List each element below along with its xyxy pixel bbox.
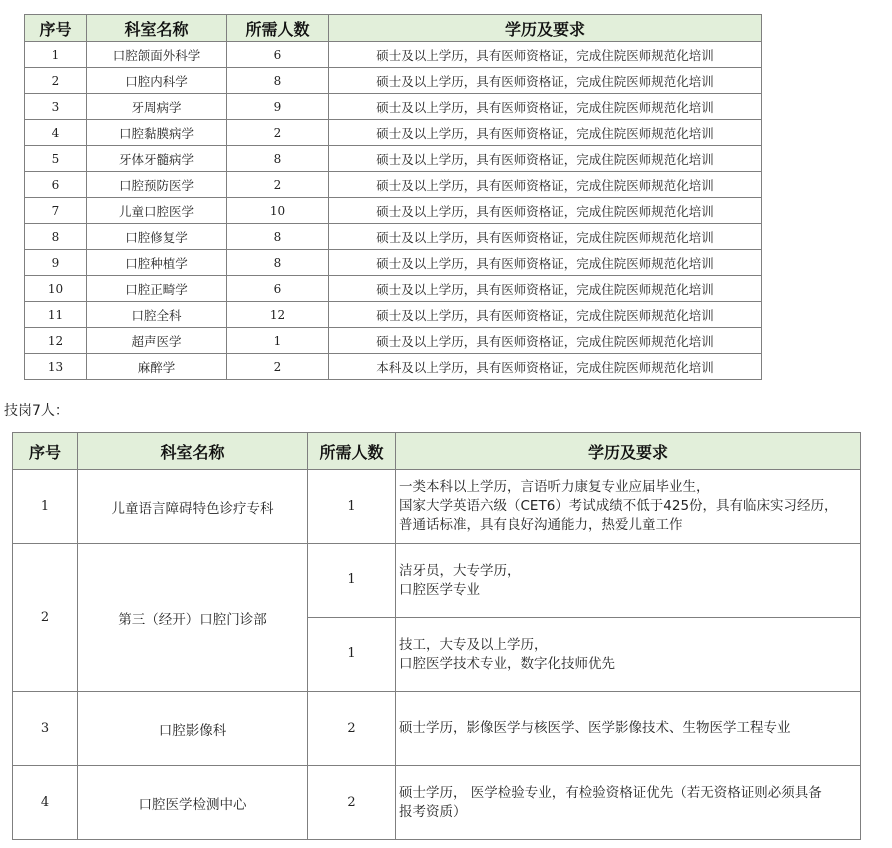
cell-requirements — [396, 766, 861, 840]
cell-count: 2 — [227, 172, 329, 198]
cell-no: 2 — [25, 68, 87, 94]
cell-no: 4 — [25, 120, 87, 146]
cell-requirements: 硕士及以上学历，具有医师资格证，完成住院医师规范化培训 — [329, 42, 762, 68]
cell-count: 2 — [308, 766, 396, 840]
req-line: 普通话标准，具有良好沟通能力，热爱儿童工作 — [399, 517, 683, 533]
cell-dept: 口腔正畸学 — [87, 276, 227, 302]
table-row — [25, 172, 762, 198]
cell-no: 10 — [25, 276, 87, 302]
cell-requirements — [396, 692, 861, 766]
req-line: 口腔医学技术专业，数字化技师优先 — [399, 655, 615, 672]
cell-count: 8 — [227, 146, 329, 172]
cell-dept: 口腔种植学 — [87, 250, 227, 276]
cell-count: 1 — [308, 544, 396, 618]
header-dept: 科室名称 — [78, 433, 308, 470]
cell-no: 2 — [13, 544, 78, 692]
cell-dept: 牙体牙髓病学 — [87, 146, 227, 172]
cell-dept: 口腔黏膜病学 — [87, 120, 227, 146]
cell-requirements: 本科及以上学历，具有医师资格证，完成住院医师规范化培训 — [329, 354, 762, 380]
section-label-tech-positions: 技岗7人： — [4, 403, 69, 419]
cell-count: 6 — [227, 42, 329, 68]
cell-dept: 口腔预防医学 — [87, 172, 227, 198]
cell-requirements: 硕士及以上学历，具有医师资格证，完成住院医师规范化培训 — [329, 120, 762, 146]
table-positions-physicians — [24, 14, 762, 380]
header-requirements: 学历及要求 — [396, 433, 861, 470]
cell-requirements: 硕士及以上学历，具有医师资格证，完成住院医师规范化培训 — [329, 302, 762, 328]
cell-no: 9 — [25, 250, 87, 276]
header-dept: 科室名称 — [87, 15, 227, 42]
cell-dept: 口腔内科学 — [87, 68, 227, 94]
table-positions-technical — [12, 432, 861, 840]
req-line: 报考资质） — [399, 803, 467, 820]
req-line: 洁牙员，大专学历， — [399, 562, 521, 579]
cell-count: 6 — [227, 276, 329, 302]
table-row — [25, 198, 762, 224]
cell-no: 11 — [25, 302, 87, 328]
cell-no: 3 — [13, 692, 78, 766]
cell-requirements — [396, 544, 861, 618]
cell-dept: 口腔医学检测中心 — [78, 766, 308, 840]
cell-requirements — [396, 470, 861, 544]
header-no: 序号 — [13, 433, 78, 470]
cell-count: 8 — [227, 224, 329, 250]
header-no: 序号 — [25, 15, 87, 42]
cell-count: 12 — [227, 302, 329, 328]
table-row — [13, 470, 861, 544]
cell-dept: 儿童口腔医学 — [87, 198, 227, 224]
table-header-row — [25, 15, 762, 42]
req-line: 一类本科以上学历，言语听力康复专业应届毕业生， — [399, 479, 710, 495]
cell-requirements: 硕士及以上学历，具有医师资格证，完成住院医师规范化培训 — [329, 146, 762, 172]
table-row — [25, 328, 762, 354]
table-row — [25, 42, 762, 68]
header-count: 所需人数 — [308, 433, 396, 470]
header-count: 所需人数 — [227, 15, 329, 42]
cell-count: 1 — [308, 470, 396, 544]
cell-no: 5 — [25, 146, 87, 172]
cell-dept: 牙周病学 — [87, 94, 227, 120]
table-row — [25, 276, 762, 302]
table-row — [25, 354, 762, 380]
cell-no: 12 — [25, 328, 87, 354]
cell-no: 1 — [13, 470, 78, 544]
req-line: 口腔医学专业 — [399, 581, 480, 598]
cell-dept: 儿童语言障碍特色诊疗专科 — [78, 470, 308, 544]
cell-requirements: 硕士及以上学历，具有医师资格证，完成住院医师规范化培训 — [329, 198, 762, 224]
table-row — [25, 120, 762, 146]
cell-requirements: 硕士及以上学历，具有医师资格证，完成住院医师规范化培训 — [329, 328, 762, 354]
cell-dept: 口腔修复学 — [87, 224, 227, 250]
cell-count: 8 — [227, 68, 329, 94]
cell-count: 10 — [227, 198, 329, 224]
table-row — [25, 146, 762, 172]
cell-dept: 第三（经开）口腔门诊部 — [78, 544, 308, 692]
cell-count: 2 — [227, 120, 329, 146]
table-row — [13, 692, 861, 766]
cell-count: 2 — [227, 354, 329, 380]
cell-requirements — [396, 618, 861, 692]
req-line: 硕士学历， 医学检验专业，有检验资格证优先（若无资格证则必须具备 — [399, 784, 822, 801]
table-row — [25, 250, 762, 276]
table-row — [25, 224, 762, 250]
cell-dept: 麻醉学 — [87, 354, 227, 380]
cell-count: 8 — [227, 250, 329, 276]
cell-count: 9 — [227, 94, 329, 120]
cell-dept: 口腔影像科 — [78, 692, 308, 766]
table-header-row — [13, 433, 861, 470]
cell-dept: 口腔颌面外科学 — [87, 42, 227, 68]
cell-count: 1 — [308, 618, 396, 692]
cell-dept: 超声医学 — [87, 328, 227, 354]
cell-requirements: 硕士及以上学历，具有医师资格证，完成住院医师规范化培训 — [329, 276, 762, 302]
cell-no: 1 — [25, 42, 87, 68]
cell-requirements: 硕士及以上学历，具有医师资格证，完成住院医师规范化培训 — [329, 172, 762, 198]
cell-requirements: 硕士及以上学历，具有医师资格证，完成住院医师规范化培训 — [329, 94, 762, 120]
cell-no: 8 — [25, 224, 87, 250]
cell-no: 7 — [25, 198, 87, 224]
req-line: 国家大学英语六级（CET6）考试成绩不低于425份，具有临床实习经历， — [399, 498, 838, 514]
cell-count: 2 — [308, 692, 396, 766]
cell-no: 4 — [13, 766, 78, 840]
cell-requirements: 硕士及以上学历，具有医师资格证，完成住院医师规范化培训 — [329, 68, 762, 94]
table-row — [25, 68, 762, 94]
cell-requirements: 硕士及以上学历，具有医师资格证，完成住院医师规范化培训 — [329, 250, 762, 276]
table-row — [13, 766, 861, 840]
cell-no: 13 — [25, 354, 87, 380]
header-requirements: 学历及要求 — [329, 15, 762, 42]
cell-count: 1 — [227, 328, 329, 354]
cell-requirements: 硕士及以上学历，具有医师资格证，完成住院医师规范化培训 — [329, 224, 762, 250]
cell-no: 3 — [25, 94, 87, 120]
cell-no: 6 — [25, 172, 87, 198]
table-row — [25, 302, 762, 328]
table-row — [13, 544, 861, 618]
table-row — [25, 94, 762, 120]
cell-dept: 口腔全科 — [87, 302, 227, 328]
req-line: 技工，大专及以上学历， — [399, 636, 548, 653]
req-line: 硕士学历，影像医学与核医学、医学影像技术、生物医学工程专业 — [399, 720, 791, 736]
